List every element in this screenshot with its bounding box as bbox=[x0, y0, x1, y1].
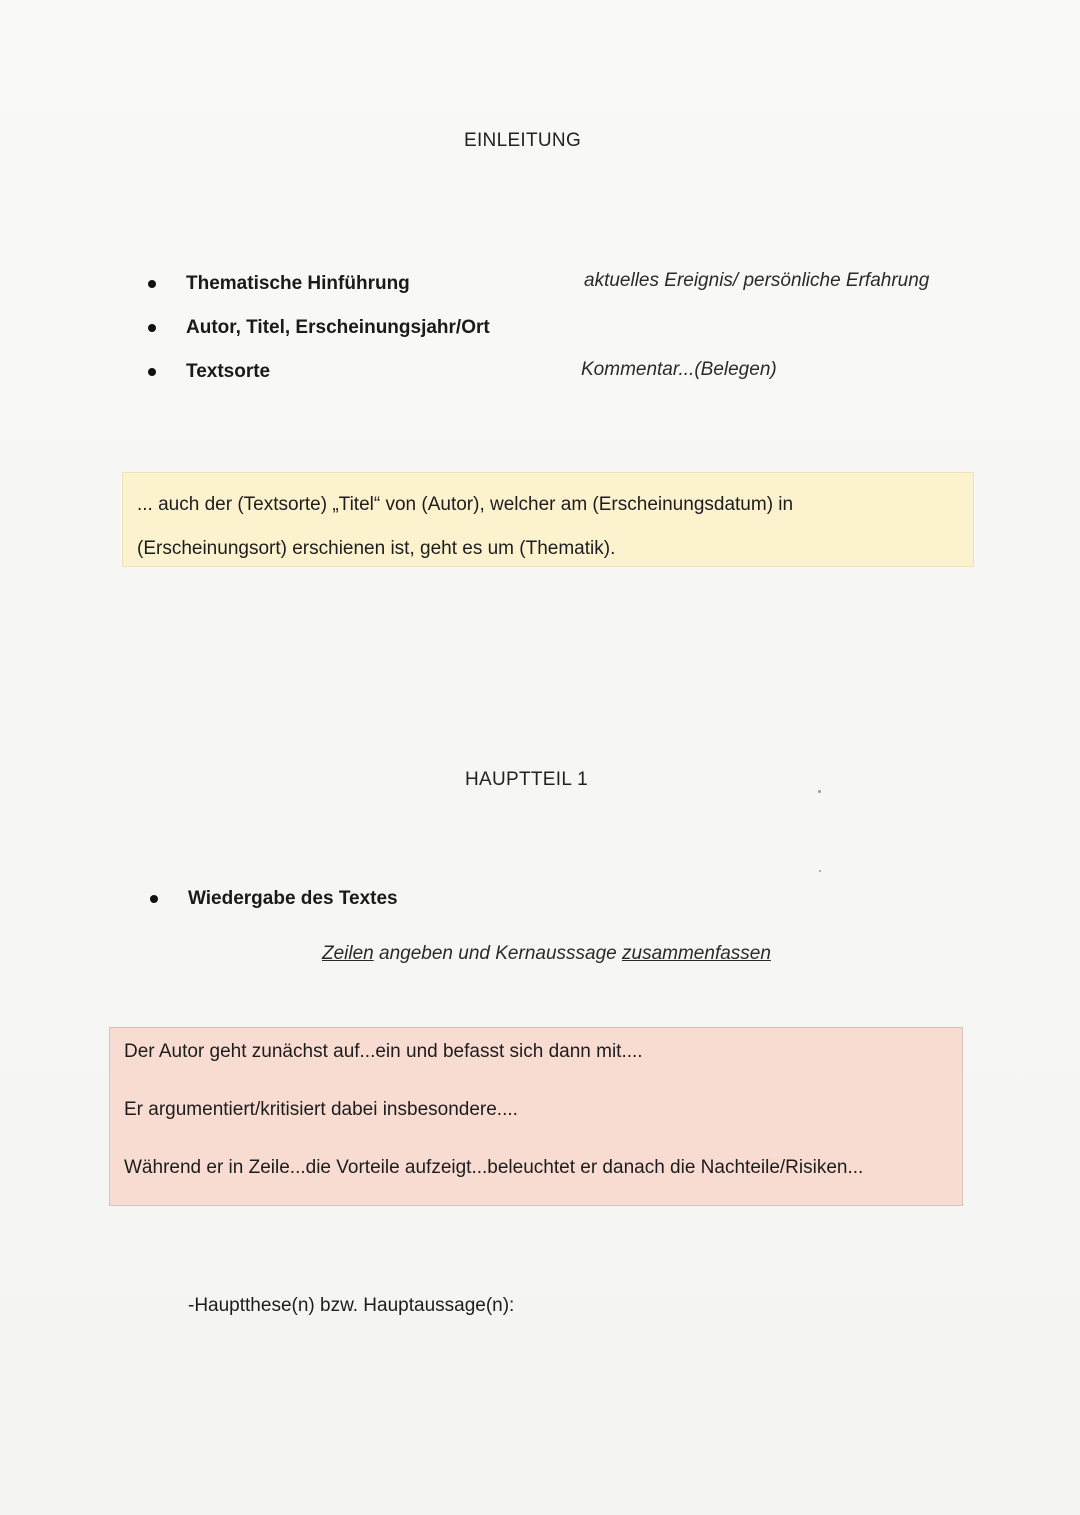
template-sentence-box bbox=[122, 472, 974, 567]
example-line-2: Er argumentiert/kritisiert dabei insbesondere.... bbox=[124, 1099, 518, 1120]
note-hinfuehrung: aktuelles Ereignis/ persönliche Erfahrung bbox=[584, 270, 930, 291]
template-line-1: ... auch der (Textsorte) „Titel“ von (Autor), welcher am (Erscheinungsdatum) in bbox=[137, 494, 794, 515]
bullet-dot-icon bbox=[148, 368, 156, 376]
bullet-dot-icon bbox=[150, 895, 158, 903]
heading-einleitung: EINLEITUNG bbox=[464, 130, 582, 151]
heading-hauptteil-1: HAUPTTEIL 1 bbox=[465, 769, 588, 790]
bullet-label: Wiedergabe des Textes bbox=[188, 888, 398, 909]
scan-speck bbox=[819, 870, 821, 872]
example-sentences-box bbox=[109, 1027, 963, 1206]
bullet-dot-icon bbox=[148, 324, 156, 332]
template-line-2: (Erscheinungsort) erschienen ist, geht es um (Thematik). bbox=[137, 538, 616, 559]
bullet-item-textsorte bbox=[148, 357, 270, 387]
hauptthese-line: -Hauptthese(n) bzw. Hauptaussage(n): bbox=[188, 1295, 515, 1316]
instruction-underlined-zeilen: Zeilen bbox=[322, 943, 374, 964]
example-line-3: Während er in Zeile...die Vorteile aufzeigt...beleuchtet er danach die Nachteile/Risiken... bbox=[124, 1157, 864, 1178]
instruction-middle: angeben und Kernausssage bbox=[373, 943, 623, 964]
bullet-label: Thematische Hinführung bbox=[186, 273, 410, 294]
note-textsorte: Kommentar...(Belegen) bbox=[581, 359, 777, 380]
scan-speck bbox=[818, 790, 821, 793]
bullet-item-hinfuehrung bbox=[148, 269, 410, 299]
example-line-1: Der Autor geht zunächst auf...ein und befasst sich dann mit.... bbox=[124, 1041, 643, 1062]
bullet-item-autor-titel bbox=[148, 313, 490, 343]
bullet-label: Autor, Titel, Erscheinungsjahr/Ort bbox=[186, 317, 490, 338]
instruction-underlined-zusammenfassen: zusammenfassen bbox=[622, 943, 771, 964]
instruction-line bbox=[322, 943, 771, 965]
bullet-dot-icon bbox=[148, 280, 156, 288]
bullet-label: Textsorte bbox=[186, 361, 271, 382]
bullet-item-wiedergabe bbox=[150, 884, 398, 914]
